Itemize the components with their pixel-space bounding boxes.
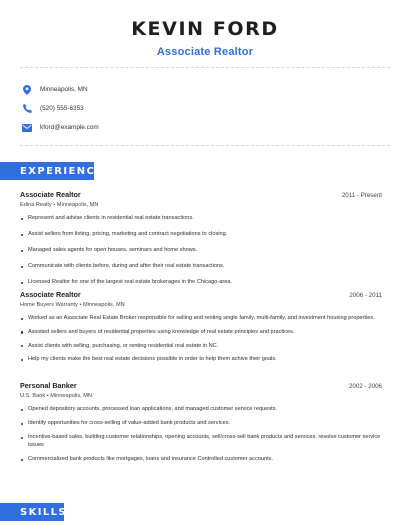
job-title: Personal Banker bbox=[20, 381, 77, 390]
job-bullet: Represent and advise clients in residential real estate transactions. bbox=[20, 215, 382, 222]
job-bullets bbox=[20, 406, 382, 463]
job-bullet: Incentive-based sales, building customer relationships, opening accounts, sell/cross-sell bank products and services, resolve customer service issues bbox=[20, 434, 382, 449]
job-bullet: Help my clients make the best real estate decisions possible in order to help them achive their goals. bbox=[20, 356, 382, 363]
section-experience-title: EXPERIENCE bbox=[20, 165, 104, 177]
candidate-role: Associate Realtor bbox=[156, 46, 254, 58]
contact-location bbox=[22, 80, 99, 99]
job-bullet: Assist clients with selling, purchasing, or renting residential real estate in NC. bbox=[20, 343, 382, 350]
job-employer bbox=[20, 302, 382, 308]
job-employer bbox=[20, 202, 382, 208]
job-sub-separator: • bbox=[53, 202, 57, 208]
job-sub-separator: • bbox=[46, 393, 51, 399]
header-divider bbox=[20, 67, 390, 68]
job-bullet: Assisted sellers and buyers of residential properties using knowledge of real estate principles and practices. bbox=[20, 329, 382, 336]
job-dates: 2006 - 2011 bbox=[349, 292, 382, 299]
job-bullet: Managed sales agents for open houses, seminars and home shows. bbox=[20, 247, 382, 254]
job-title: Associate Realtor bbox=[20, 190, 81, 199]
job-entry bbox=[20, 381, 382, 470]
job-location: Minneapolis, MN bbox=[83, 302, 125, 308]
email-icon bbox=[22, 123, 32, 133]
job-title: Associate Realtor bbox=[20, 290, 81, 299]
job-bullet: Identify opportunities for cross-selling of value-added bank products and services. bbox=[20, 420, 382, 427]
contact-phone-text: (520) 555-6353 bbox=[40, 105, 84, 112]
job-location: Minneapolis, MN bbox=[56, 202, 99, 208]
job-dates: 2002 - 2006 bbox=[348, 383, 382, 390]
job-bullets bbox=[20, 315, 382, 364]
job-company: U.S. Bank bbox=[20, 393, 46, 399]
job-entry bbox=[20, 190, 382, 295]
job-bullet: Licensed Realtor for one of the largest real estate brokerages in the Chicago-area. bbox=[20, 279, 382, 286]
section-skills-title: SKILLS bbox=[20, 506, 68, 518]
job-company: Edina Realty bbox=[20, 202, 52, 208]
job-bullet: Communicate with clients before, during and after their real estate transactions. bbox=[20, 263, 382, 270]
contacts-divider bbox=[20, 145, 390, 146]
contact-location-text: Minneapolis, MN bbox=[40, 86, 88, 93]
job-dates: 2011 - Present bbox=[341, 192, 382, 199]
job-location: Minneapolis, MN bbox=[50, 393, 92, 399]
contact-email bbox=[22, 118, 99, 137]
job-employer bbox=[20, 393, 382, 399]
section-skills-heading bbox=[0, 503, 68, 521]
job-header bbox=[20, 290, 382, 299]
job-header bbox=[20, 381, 382, 390]
job-header bbox=[20, 190, 382, 199]
location-pin-icon bbox=[22, 85, 32, 95]
job-bullet: Commercialized bank products like mortgages, loans and insurance Controlled customer accounts. bbox=[20, 456, 382, 463]
job-company: Home Buyers Warranty bbox=[20, 302, 78, 308]
candidate-name: KEVIN FORD bbox=[131, 18, 279, 40]
job-bullet: Opened depository accounts, processed loan applications, and managed customer service requests. bbox=[20, 406, 382, 413]
job-entry bbox=[20, 290, 382, 370]
job-bullet: Assist sellers from listing, pricing, marketing and contract negotiations to closing. bbox=[20, 231, 382, 238]
contact-email-text: kford@example.com bbox=[40, 124, 99, 131]
section-experience-heading bbox=[0, 162, 104, 180]
contact-phone bbox=[22, 99, 99, 118]
job-sub-separator: • bbox=[79, 302, 83, 308]
phone-icon bbox=[22, 104, 32, 114]
job-bullets bbox=[20, 215, 382, 286]
job-bullet: Worked as an Associate Real Estate Broker responsible for selling and renting single family, multi-family, and investment housing properties. bbox=[20, 315, 382, 322]
contact-list bbox=[22, 80, 99, 137]
resume-header bbox=[0, 18, 410, 58]
